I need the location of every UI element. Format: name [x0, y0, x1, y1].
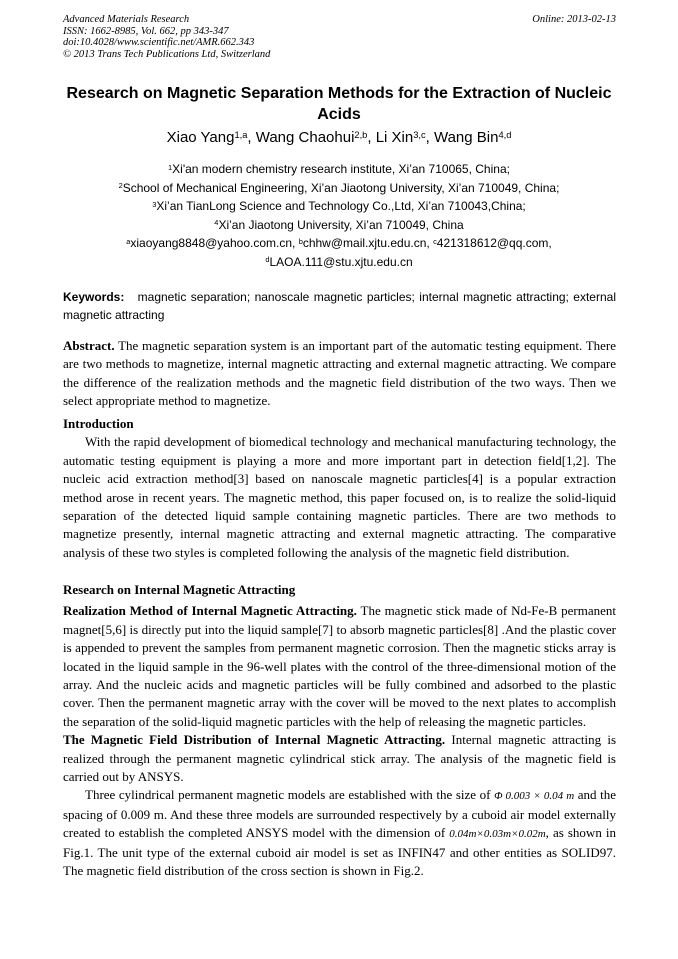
- affiliation-line: $^2$School of Mechanical Engineering, Xi’an Jiaotong University, Xi’an 710049, China;: [118, 180, 560, 195]
- online-date: Online: 2013-02-13: [532, 14, 616, 25]
- realization-paragraph: [63, 602, 616, 731]
- author-name: Wang Chaohui: [255, 129, 355, 146]
- distribution-label: The Magnetic Field Distribution of Internal Magnetic Attracting.: [63, 732, 446, 748]
- paper-title: Research on Magnetic Separation Methods for the Extraction of Nucleic Acids: [66, 85, 612, 123]
- doi-line: doi:10.4028/www.scientific.net/AMR.662.343: [63, 37, 255, 49]
- abstract: [63, 337, 616, 411]
- affiliation-line: $^3$Xi’an TianLong Science and Technology Co.,Ltd, Xi’an 710043,China;: [152, 199, 526, 213]
- keywords: [63, 288, 616, 324]
- email-line: $^a$xiaoyang8848@yahoo.com.cn, $^b$chhw@mail.xjtu.edu.cn, $^c$421318612@qq.com,: [126, 236, 552, 250]
- author-list: Xiao Yang$^{1,a}$, Wang Chaohui$^{2,b}$, Li Xin$^{3,c}$, Wang Bin$^{4,d}$: [166, 129, 512, 146]
- introduction-section: [63, 415, 616, 562]
- author-sup: 2,b: [354, 129, 368, 140]
- affiliation-line: $^1$Xi'an modern chemistry research institute, Xi’an 710065, China;: [168, 162, 510, 176]
- introduction-heading: Introduction: [63, 416, 134, 431]
- keywords-label: Keywords:: [63, 290, 125, 304]
- author-sup: 1,a: [234, 129, 248, 140]
- abstract-text: The magnetic separation system is an important part of the automatic testing equipment. There are two methods to magnetize, internal magnetic attracting and external magnetic attracting. We compare the difference of the realization methods and the magnetic field distribution of the two ways. Then we select appropriate method to magnetize.: [63, 338, 617, 409]
- author-sup: 3,c: [413, 129, 426, 140]
- journal-header: [63, 14, 616, 60]
- size-formula: Φ 0.003 × 0.04 m: [494, 790, 575, 803]
- affiliations: [60, 160, 618, 271]
- affiliation-line: $^4$Xi’an Jiaotong University, Xi’an 710049, China: [214, 217, 464, 232]
- models-paragraph: Three cylindrical permanent magnetic models are established with the size of Φ 0.003 × 0.04 m and the spacing of 0.009 m. And these three models are surrounded respectively by a cuboid air model externally created to establish the completed ANSYS model with the dimension of 0.04m×0.03m×0.02m, as shown in Fig.1. The unit type of the external cuboid air model is set as INFIN47 and other entities as SOLID97. The magnetic field distribution of the cross section is shown in Fig.2.: [63, 787, 617, 879]
- introduction-text: With the rapid development of biomedical technology and mechanical manufacturing technology, the automatic testing equipment is playing a more and more important part in detection field[1,2]. The nucleic acid extraction method[3] based on nanoscale magnetic particles[4] is a popular extraction method arose in recent years. The magnetic method, this paper focused on, is to realize the solid-liquid separation of the detected liquid sample containing magnetic particles. There are two methods to magnetize presently, internal magnetic attracting and external magnetic attracting. The comparative analysis of these two styles is completed following the analysis of the magnetic field distribution.: [63, 434, 616, 560]
- dimension-formula: 0.04m×0.03m×0.02m: [449, 828, 546, 841]
- realization-text: The magnetic stick made of Nd-Fe-B permanent magnet[5,6] is directly put into the liquid sample[7] to absorb magnetic particles[8] .And the plastic cover is appended to prevent the samples from permanent magnetic corrosion. Then the magnetic sticks array is located in the liquid sample in the 96-well plates with the control of the three-dimensional motion of the array. And the nucleic acids and magnetic particles will be fully combined and adsorbed to the plastic cover. Then the permanent magnetic array with the cover will be moved to the next plates to accomplish the separation of the solid-liquid magnetic particles with the help of releasing the magnetic particles.: [63, 603, 616, 729]
- abstract-label: Abstract.: [63, 338, 115, 353]
- keywords-text: magnetic separation; nanoscale magnetic particles; internal magnetic attracting; external magnetic attracting: [63, 290, 616, 322]
- distribution-text: Internal magnetic attracting is realized through the permanent magnetic cylindrical stick array. The analysis of the magnetic field is carried out by ANSYS.: [63, 732, 617, 785]
- internal-attracting-section: [63, 581, 616, 881]
- author-name: Xiao Yang: [166, 129, 235, 146]
- author-name: Wang Bin: [433, 129, 499, 146]
- section-heading: Research on Internal Magnetic Attracting: [63, 582, 296, 597]
- realization-label: Realization Method of Internal Magnetic Attracting.: [63, 603, 357, 619]
- author-sup: 4,d: [498, 129, 512, 140]
- author-name: Li Xin: [375, 129, 414, 146]
- copyright-line: © 2013 Trans Tech Publications Ltd, Switzerland: [63, 48, 271, 60]
- email-line: $^d$LAOA.111@stu.xjtu.edu.cn: [265, 254, 413, 269]
- issn-line: ISSN: 1662-8985, Vol. 662, pp 343-347: [63, 25, 229, 37]
- distribution-paragraph: [63, 731, 616, 786]
- journal-name: Advanced Materials Research: [63, 14, 190, 25]
